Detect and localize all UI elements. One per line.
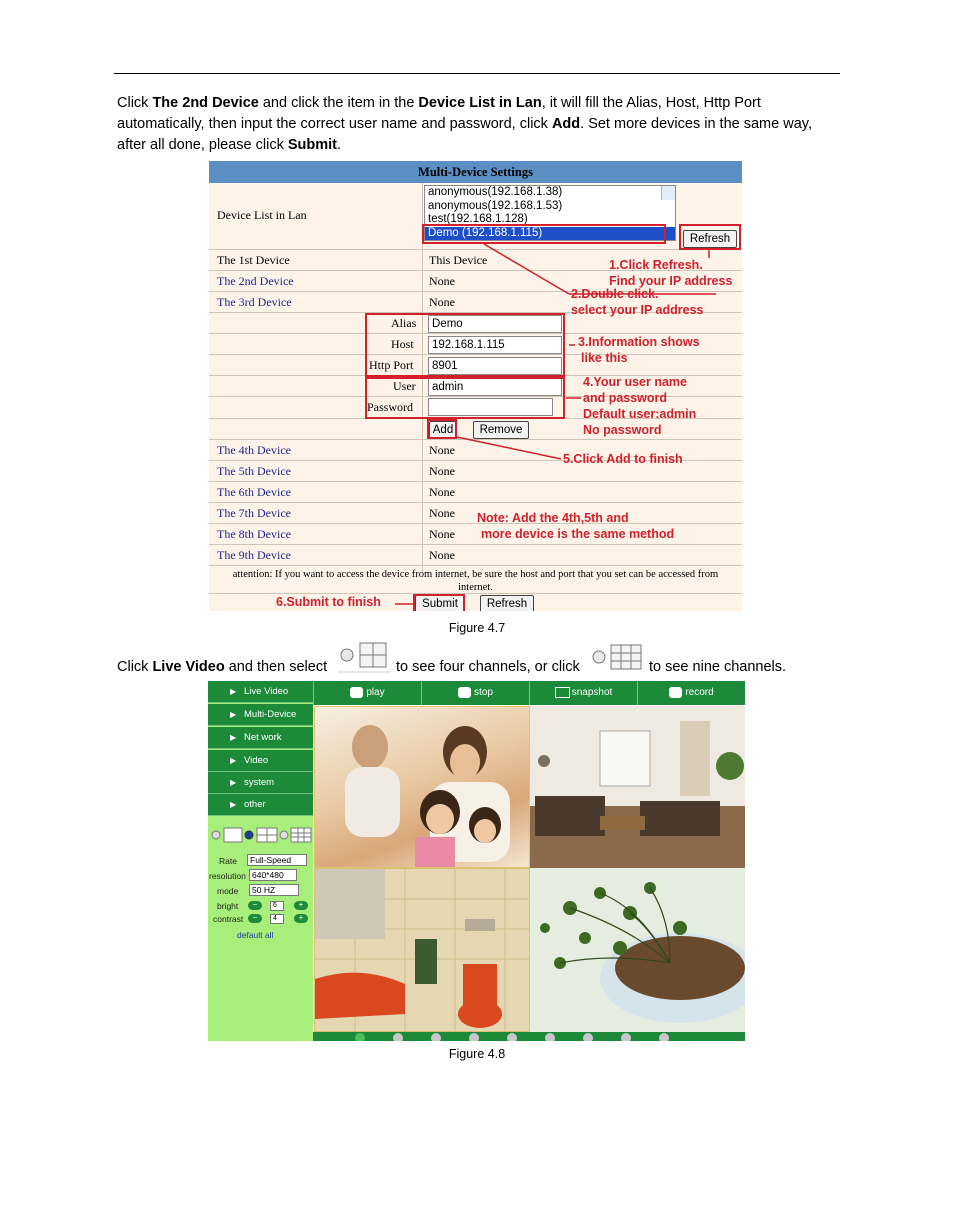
mode-select[interactable]: 50 HZ bbox=[249, 884, 299, 896]
annotation-4c: Default user:admin bbox=[583, 407, 697, 421]
add-button[interactable]: Add bbox=[429, 421, 457, 439]
device-row: The 2nd Device None bbox=[209, 271, 742, 292]
family-image bbox=[315, 707, 530, 868]
refresh-button[interactable]: Refresh bbox=[480, 595, 534, 611]
attention-note: attention: If you want to access the device from internet, be sure the host and port that you set can be accessed from internet. bbox=[209, 566, 742, 594]
middle-paragraph: Click Live Video and then select bbox=[117, 659, 328, 675]
nav-video[interactable]: ▶ Video bbox=[208, 750, 313, 772]
middle-text-2: to see four channels, or click bbox=[396, 659, 580, 675]
default-all-link[interactable]: default all bbox=[237, 930, 274, 940]
list-item-selected[interactable]: Demo (192.168.1.115) bbox=[425, 227, 675, 241]
http-port-field[interactable]: 8901 bbox=[428, 357, 562, 375]
video-channel-4[interactable] bbox=[530, 868, 745, 1032]
nav-live-video[interactable]: ▶ Live Video bbox=[208, 681, 313, 703]
live-video-figure bbox=[208, 681, 745, 1041]
annotation-6: 6.Submit to finish bbox=[276, 595, 381, 609]
channel-indicator[interactable] bbox=[583, 1033, 593, 1041]
annotation-2a: 2.Double click. bbox=[571, 287, 659, 301]
annotation-1b: Find your IP address bbox=[609, 274, 733, 288]
figure-caption-4-8: Figure 4.8 bbox=[448, 1047, 506, 1061]
annotation-3a: 3.Information shows bbox=[578, 335, 700, 349]
video-channel-2[interactable] bbox=[530, 706, 745, 868]
annotation-4a: 4.Your user name bbox=[583, 375, 687, 389]
record-button[interactable]: record bbox=[637, 681, 745, 705]
living-room-image bbox=[530, 706, 745, 868]
nav-other[interactable]: ▶ other bbox=[208, 794, 313, 816]
list-item[interactable]: test(192.168.1.128) bbox=[428, 213, 528, 225]
play-button[interactable]: play bbox=[313, 681, 421, 705]
http-port-label: Http Port bbox=[369, 358, 414, 372]
device-row: The 4th Device None bbox=[209, 440, 742, 461]
alias-label: Alias bbox=[391, 316, 417, 330]
submit-button[interactable]: Submit bbox=[415, 595, 465, 611]
channel-indicator[interactable] bbox=[469, 1033, 479, 1041]
intro-paragraph: Click The 2nd Device and click the item in the Device List in Lan, it will fill the Alias, Host, Http Port automatically, then input the correct user name and password, click Add. Set more devices in the same way, after all done, please click Submit. bbox=[117, 95, 812, 153]
contrast-plus-button[interactable]: + bbox=[294, 914, 308, 923]
bright-minus-button[interactable]: − bbox=[248, 901, 262, 910]
resolution-select[interactable]: 640*480 bbox=[249, 869, 297, 881]
channel-indicator[interactable] bbox=[545, 1033, 555, 1041]
stop-button[interactable]: stop bbox=[421, 681, 529, 705]
sidebar bbox=[208, 681, 313, 1041]
video-channel-3[interactable] bbox=[314, 868, 530, 1032]
middle-text-3: to see nine channels. bbox=[649, 659, 787, 675]
resolution-label: resolution bbox=[209, 871, 246, 881]
bathroom-image bbox=[315, 869, 530, 1032]
channel-indicator[interactable] bbox=[507, 1033, 517, 1041]
video-channel-1[interactable] bbox=[314, 706, 530, 868]
rate-select[interactable]: Full-Speed bbox=[247, 854, 307, 866]
device-row: The 6th Device None bbox=[209, 482, 742, 503]
device-row: The 7th Device None bbox=[209, 503, 742, 524]
annotation-4b: and password bbox=[583, 391, 668, 405]
annotation-2b: select your IP address bbox=[571, 303, 704, 317]
device-row: The 3rd Device None bbox=[209, 292, 742, 313]
bright-plus-button[interactable]: + bbox=[294, 901, 308, 910]
alias-field[interactable]: Demo bbox=[428, 315, 562, 333]
annotation-note-2: more device is the same method bbox=[481, 527, 675, 541]
host-field[interactable]: 192.168.1.115 bbox=[428, 336, 562, 354]
record-icon bbox=[669, 687, 682, 698]
nav-multi-device[interactable]: ▶ Multi-Device bbox=[208, 704, 313, 726]
multi-device-settings-figure bbox=[209, 161, 742, 611]
channel-indicator[interactable] bbox=[621, 1033, 631, 1041]
password-label: Password bbox=[367, 400, 414, 414]
nine-channel-icon[interactable] bbox=[590, 643, 644, 675]
nav-network[interactable]: ▶ Net work bbox=[208, 727, 313, 749]
contrast-value: 4 bbox=[270, 914, 284, 924]
channel-indicator[interactable] bbox=[393, 1033, 403, 1041]
channel-indicator[interactable] bbox=[431, 1033, 441, 1041]
second-device-link[interactable]: The 2nd Device bbox=[217, 274, 294, 288]
annotation-4d: No password bbox=[583, 423, 662, 437]
plant-image bbox=[530, 868, 745, 1032]
rate-label: Rate bbox=[219, 856, 237, 866]
contrast-minus-button[interactable]: − bbox=[248, 914, 262, 923]
settings-title: Multi-Device Settings bbox=[209, 161, 742, 183]
contrast-label: contrast bbox=[213, 914, 244, 924]
annotation-5: 5.Click Add to finish bbox=[563, 452, 683, 466]
device-row: The 5th Device None bbox=[209, 461, 742, 482]
list-item[interactable]: anonymous(192.168.1.53) bbox=[428, 199, 563, 212]
device-row: The 9th Device None bbox=[209, 545, 742, 566]
channel-indicator[interactable] bbox=[355, 1033, 365, 1041]
user-field[interactable]: admin bbox=[428, 378, 562, 396]
annotation-1a: 1.Click Refresh. bbox=[609, 258, 703, 272]
device-list-label: Device List in Lan bbox=[217, 208, 307, 222]
bright-label: bright bbox=[217, 901, 239, 911]
layout-selector[interactable] bbox=[210, 827, 312, 843]
annotation-note-1: Note: Add the 4th,5th and bbox=[477, 511, 629, 525]
snapshot-button[interactable]: snapshot bbox=[529, 681, 637, 705]
mode-label: mode bbox=[217, 886, 239, 896]
channel-bar bbox=[313, 1032, 745, 1041]
channel-indicator[interactable] bbox=[659, 1033, 669, 1041]
bright-value: 6 bbox=[270, 901, 284, 911]
user-label: User bbox=[393, 379, 416, 393]
remove-button[interactable]: Remove bbox=[473, 421, 529, 439]
camera-icon bbox=[555, 687, 570, 698]
refresh-list-button[interactable]: Refresh bbox=[683, 230, 737, 248]
header-rule bbox=[114, 73, 840, 74]
device-row: The 8th Device None bbox=[209, 524, 742, 545]
figure-caption-4-7: Figure 4.7 bbox=[448, 621, 506, 635]
device-row: The 1st Device This Device bbox=[209, 250, 742, 271]
host-label: Host bbox=[391, 337, 414, 351]
third-device-link[interactable]: The 3rd Device bbox=[217, 295, 292, 309]
nav-system[interactable]: ▶ system bbox=[208, 772, 313, 794]
play-icon bbox=[350, 687, 363, 698]
annotation-3b: like this bbox=[581, 351, 628, 365]
list-item[interactable]: anonymous(192.168.1.38) bbox=[428, 186, 563, 198]
four-channel-icon[interactable] bbox=[338, 641, 390, 673]
video-toolbar bbox=[313, 681, 745, 705]
stop-icon bbox=[458, 687, 471, 698]
